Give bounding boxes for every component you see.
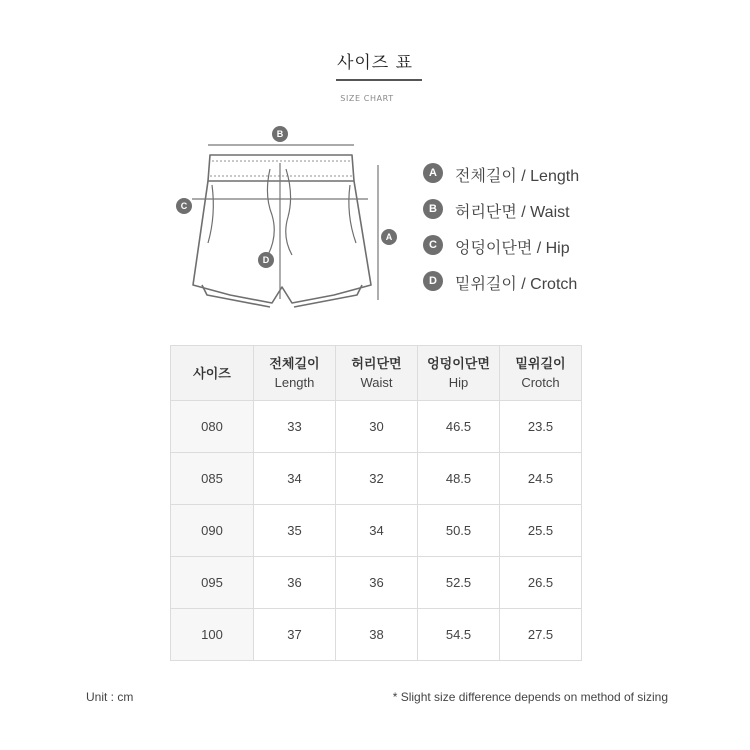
table-row	[171, 453, 582, 505]
size-cell: 080	[171, 401, 254, 453]
legend-label: 전체길이 / Length	[455, 168, 580, 185]
shorts-outline	[193, 155, 371, 307]
header-sublabel: Crotch	[521, 375, 560, 390]
waist-cell: 32	[336, 453, 418, 505]
legend-badge: A	[423, 163, 443, 183]
table-header-row	[171, 346, 582, 401]
crotch-cell: 26.5	[500, 557, 582, 609]
header-hip	[418, 346, 500, 401]
crotch-cell: 27.5	[500, 609, 582, 661]
title-underline	[336, 79, 422, 81]
hip-cell: 46.5	[418, 401, 500, 453]
header-label: 전체길이	[269, 356, 320, 371]
header-label: 엉덩이단면	[427, 356, 490, 371]
header-label: 사이즈	[193, 365, 231, 381]
waist-cell: 30	[336, 401, 418, 453]
header-size	[171, 346, 254, 401]
header-waist	[336, 346, 418, 401]
length-cell: 36	[254, 557, 336, 609]
length-cell: 35	[254, 505, 336, 557]
length-cell: 37	[254, 609, 336, 661]
sizing-disclaimer: * Slight size difference depends on method of sizing	[392, 690, 668, 704]
header-crotch	[500, 346, 582, 401]
waist-cell: 38	[336, 609, 418, 661]
table-row	[171, 609, 582, 661]
page-title: 사이즈 표	[336, 53, 414, 73]
length-cell: 33	[254, 401, 336, 453]
table-row	[171, 505, 582, 557]
hip-cell: 50.5	[418, 505, 500, 557]
legend-badge: C	[423, 235, 443, 255]
crotch-cell: 24.5	[500, 453, 582, 505]
svg-text:C: C	[180, 201, 188, 211]
svg-text:A: A	[385, 232, 393, 242]
header-length	[254, 346, 336, 401]
page-subtitle: SIZE CHART	[340, 94, 394, 103]
legend-label: 엉덩이단면 / Hip	[455, 240, 570, 257]
unit-note: Unit : cm	[86, 690, 134, 704]
legend-badge: B	[423, 199, 443, 219]
header-label: 밑위길이	[515, 356, 566, 371]
hip-cell: 54.5	[418, 609, 500, 661]
header-sublabel: Waist	[360, 375, 393, 390]
svg-text:D: D	[262, 255, 270, 265]
diagram-badges	[176, 126, 397, 268]
shorts-diagram	[160, 115, 420, 315]
crotch-cell: 23.5	[500, 401, 582, 453]
size-cell: 085	[171, 453, 254, 505]
size-cell: 100	[171, 609, 254, 661]
hip-cell: 48.5	[418, 453, 500, 505]
legend-label: 밑위길이 / Crotch	[455, 276, 578, 293]
waist-cell: 36	[336, 557, 418, 609]
legend-badge: D	[423, 271, 443, 291]
header-sublabel: Hip	[448, 375, 469, 390]
size-cell: 095	[171, 557, 254, 609]
table-row	[171, 401, 582, 453]
size-cell: 090	[171, 505, 254, 557]
table-row	[171, 557, 582, 609]
hip-cell: 52.5	[418, 557, 500, 609]
header-label: 허리단면	[351, 356, 402, 371]
waist-cell: 34	[336, 505, 418, 557]
header-sublabel: Length	[274, 375, 315, 390]
crotch-cell: 25.5	[500, 505, 582, 557]
size-table	[170, 345, 582, 661]
svg-text:B: B	[276, 129, 284, 139]
legend-label: 허리단면 / Waist	[455, 204, 570, 221]
length-cell: 34	[254, 453, 336, 505]
